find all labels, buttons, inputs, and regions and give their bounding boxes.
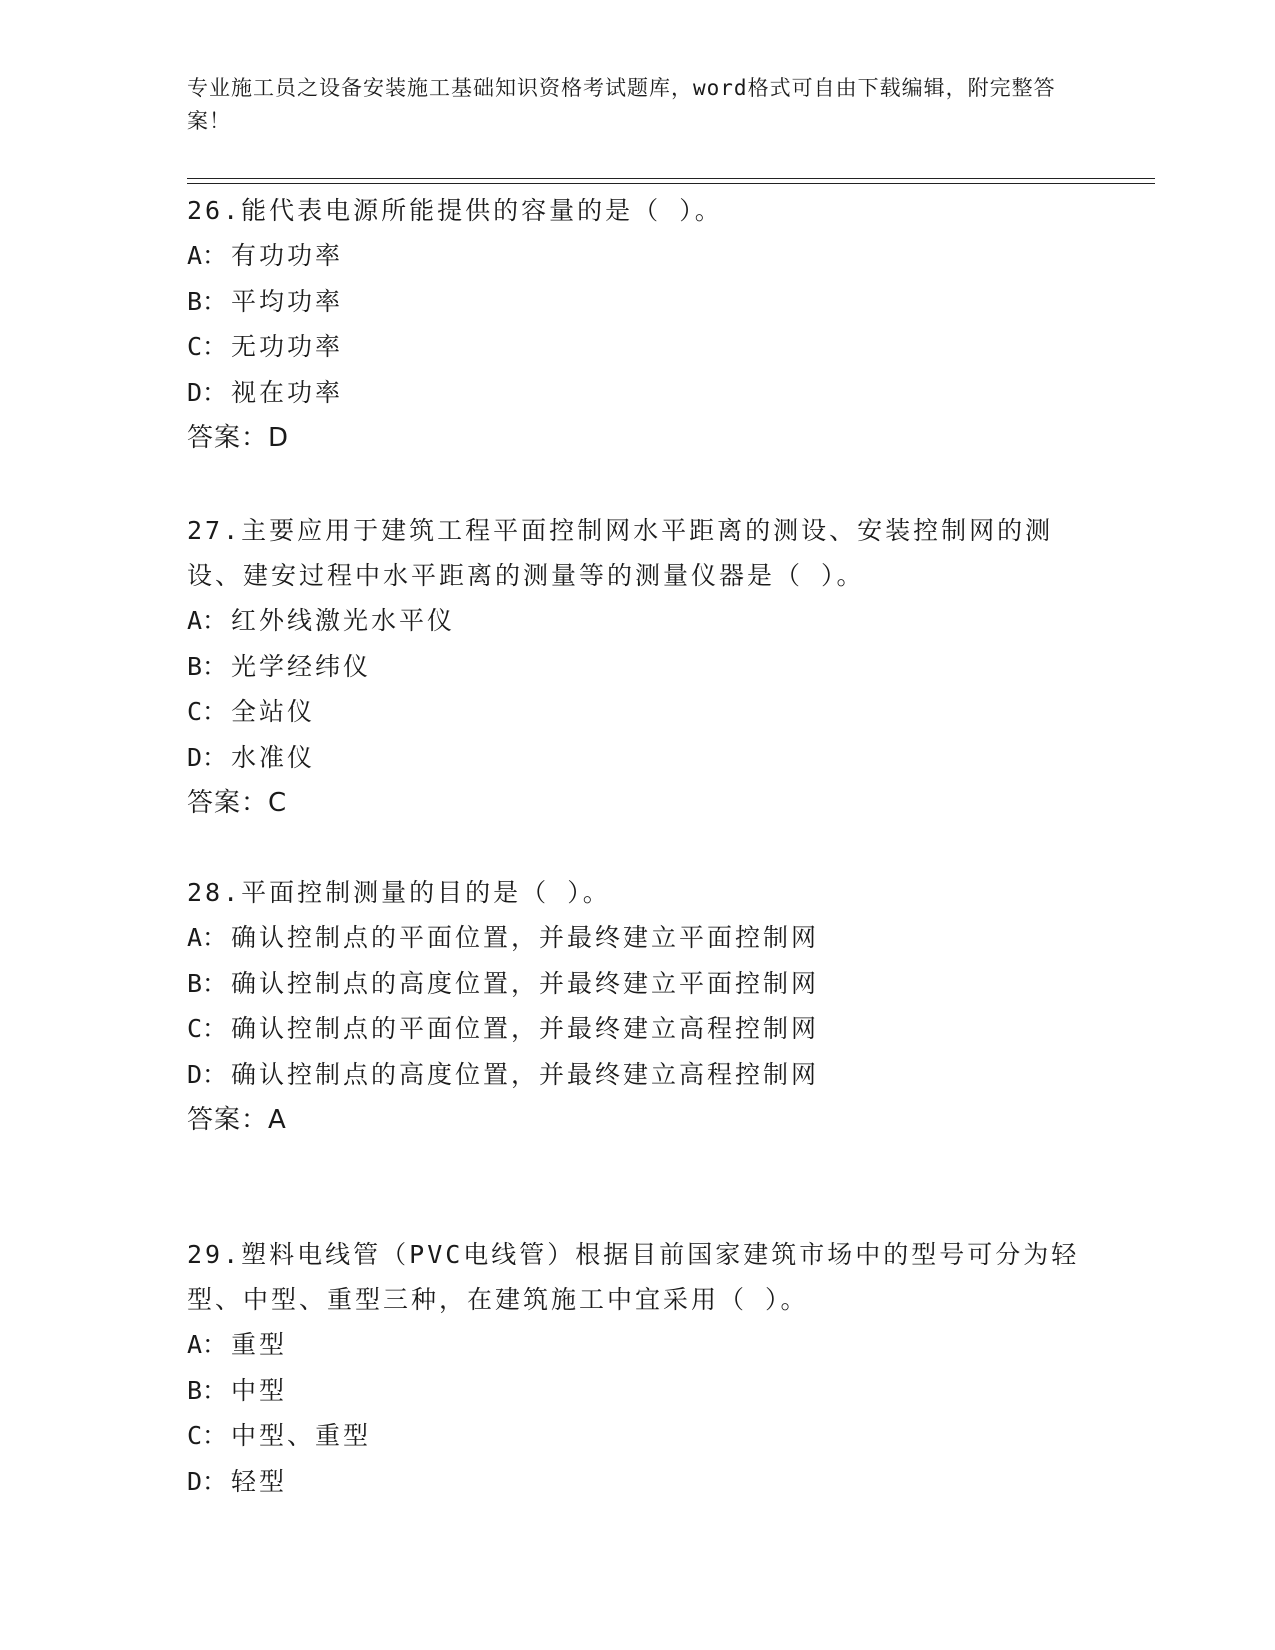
option-c [187, 689, 1087, 735]
option-c [187, 1413, 1087, 1459]
option-key: D： [187, 1466, 228, 1496]
option-d [187, 1459, 1087, 1505]
option-key: A： [187, 923, 228, 952]
option-text: 无功功率 [231, 332, 344, 361]
option-d [187, 735, 1087, 781]
option-b [187, 279, 1087, 325]
answer-line: 答案：C [187, 788, 288, 818]
option-text: 重型 [231, 1330, 288, 1359]
option-text: 确认控制点的平面位置，并最终建立高程控制网 [231, 1014, 820, 1043]
option-key: C： [187, 1421, 228, 1450]
option-key: B： [187, 651, 228, 681]
option-key: C： [187, 332, 228, 361]
option-key: A： [187, 1330, 228, 1359]
option-text: 水准仪 [231, 742, 316, 772]
question-29 [187, 1232, 1087, 1504]
option-key: D： [187, 377, 228, 407]
header-divider-bottom [187, 183, 1155, 184]
option-text: 平均功率 [231, 286, 344, 316]
option-b [187, 961, 1087, 1007]
question-28 [187, 870, 1087, 1143]
option-d [187, 1052, 1087, 1098]
option-c [187, 324, 1087, 370]
answer-line: 答案：A [187, 1105, 287, 1135]
option-key: C： [187, 697, 228, 726]
option-text: 确认控制点的高度位置，并最终建立平面控制网 [231, 968, 820, 998]
option-key: A： [187, 241, 228, 270]
option-text: 光学经纬仪 [231, 651, 372, 681]
option-d [187, 370, 1087, 416]
option-b [187, 644, 1087, 690]
option-a [187, 915, 1087, 961]
option-text: 中型 [231, 1375, 288, 1405]
question-27 [187, 508, 1087, 826]
question-stem: 26.能代表电源所能提供的容量的是（ ）。 [187, 196, 723, 225]
option-key: C： [187, 1014, 228, 1043]
option-key: B： [187, 286, 228, 316]
question-stem: 27.主要应用于建筑工程平面控制网水平距离的测设、安装控制网的测设、建安过程中水平距离的测量等的测量仪器是（ ）。 [187, 516, 1054, 590]
option-key: D： [187, 1059, 228, 1089]
header-title: 专业施工员之设备安装施工基础知识资格考试题库，word格式可自由下载编辑，附完整答案！ [187, 76, 1056, 133]
option-text: 红外线激光水平仪 [231, 606, 456, 635]
option-key: D： [187, 742, 228, 772]
option-key: B： [187, 1375, 228, 1405]
header-divider-top [187, 178, 1155, 179]
option-a [187, 233, 1087, 279]
question-26 [187, 188, 1087, 461]
option-text: 中型、重型 [231, 1421, 372, 1450]
option-c [187, 1006, 1087, 1052]
question-stem: 28.平面控制测量的目的是（ ）。 [187, 878, 611, 907]
option-text: 有功功率 [231, 241, 344, 270]
option-b [187, 1368, 1087, 1414]
option-text: 确认控制点的平面位置，并最终建立平面控制网 [231, 923, 820, 952]
question-stem: 29.塑料电线管（PVC电线管）根据目前国家建筑市场中的型号可分为轻型、中型、重型三种，在建筑施工中宜采用（ ）。 [187, 1240, 1080, 1314]
option-key: B： [187, 968, 228, 998]
option-a [187, 1322, 1087, 1368]
answer-line: 答案：D [187, 423, 290, 453]
option-text: 全站仪 [231, 697, 316, 726]
document-header [187, 72, 1087, 138]
option-text: 轻型 [231, 1466, 288, 1496]
option-text: 确认控制点的高度位置，并最终建立高程控制网 [231, 1059, 820, 1089]
option-key: A： [187, 606, 228, 635]
option-a [187, 598, 1087, 644]
option-text: 视在功率 [231, 377, 344, 407]
